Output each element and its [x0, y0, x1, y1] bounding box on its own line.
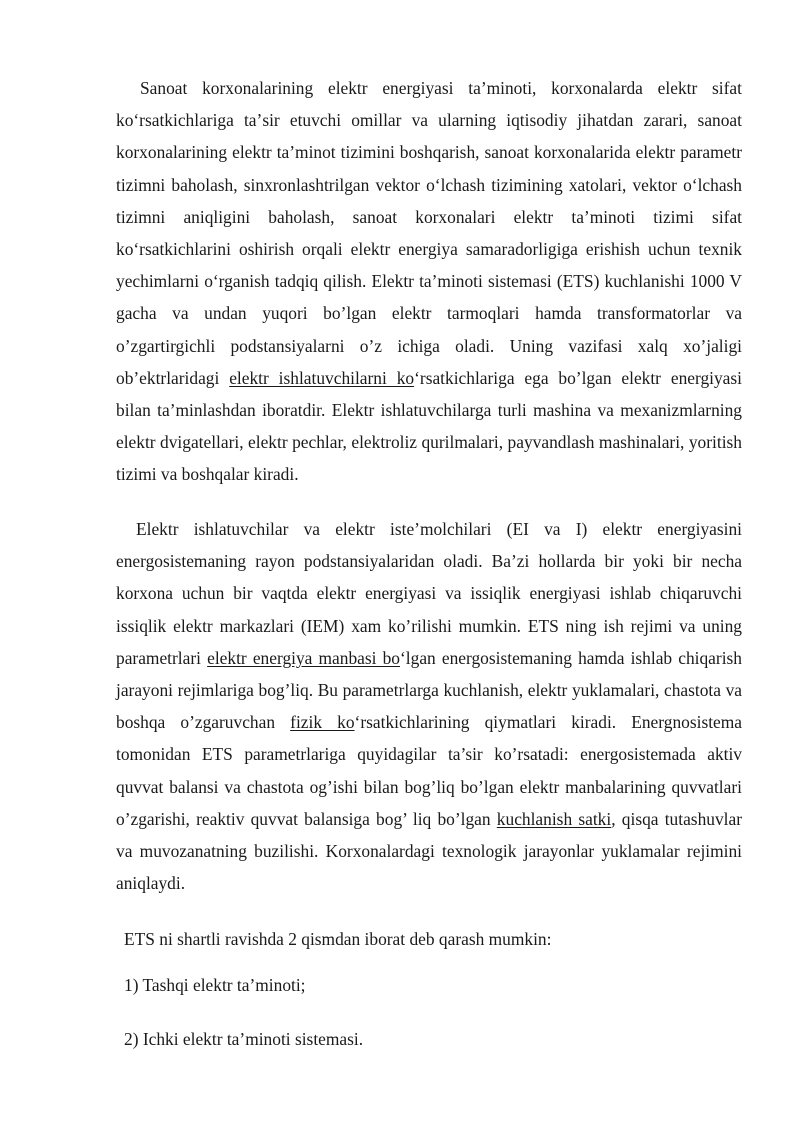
paragraph-2	[116, 513, 742, 899]
paragraph-2-link-1[interactable]: elektr energiya manbasi bo	[207, 647, 400, 668]
ets-parts-intro: ETS ni shartli ravishda 2 qismdan iborat deb qarash mumkin:	[124, 929, 552, 949]
list-item-internal-supply: 2) Ichki elektr ta’minoti sistemasi.	[124, 1029, 364, 1049]
paragraph-2-link-3[interactable]: kuchlanish satki	[496, 808, 612, 829]
paragraph-2-text-b: ʻlgan energosistemaning hamda ishlab chiqarish jarayoni rejimlariga bog’liq. Bu parametrlarga kuchlanish, elektr yuklamalari, chastota va boshqa o’zgaruvchan	[116, 647, 742, 733]
paragraph-1	[116, 72, 742, 491]
paragraph-1-link-1[interactable]: elektr ishlatuvchilarni ko	[229, 367, 415, 388]
list-item-external-supply: 1) Tashqi elektr ta’minoti;	[124, 975, 306, 995]
paragraph-2-text-d: , qisqa tutashuvlar va muvozanatning buzilishi. Korxonalardagi texnologik jarayonlar yuklamalar rejimini aniqlaydi.	[116, 808, 742, 894]
paragraph-2-link-2[interactable]: fizik ko	[290, 712, 355, 733]
paragraph-2-text-c: ʻrsatkichlarining qiymatlari kiradi. Energnosistema tomonidan ETS parametrlariga quyidagilar ta’sir ko’rsatadi: energosistemada aktiv quvvat balansi va chastota og’ishi bilan bog’liq bo’lgan elektr manbalarining quvvatlari o’zgarishi, reaktiv quvvat balansiga bog’ liq bo’lgan	[116, 712, 743, 829]
paragraph-1-text-b: ʻrsatkichlariga ega bo’lgan elektr energiyasi bilan taʼminlashdan iboratdir. Elektr ishlatuvchilarga turli mashina va mexanizmlarning elektr dvigatellari, elektr pechlar, elektroliz qurilmalari, payvandlash mashinalari, yoritish tizimi va boshqalar kiradi.	[116, 367, 742, 485]
paragraph-2-text-a: Elektr ishlatuvchilar va elektr iste’molchilari (EI va I) elektr energiyasini energosistemaning rayon podstansiyalaridan oladi. Ba’zi hollarda bir yoki bir necha korxona uchun bir vaqtda elektr energiyasi va issiqlik energiyasi ishlab chiqaruvchi issiqlik elektr markazlari (IEM) xam ko’rilishi mumkin. ETS ning ish rejimi va uning parametrlari	[116, 519, 742, 668]
paragraph-1-text-a: Sanoat korxonalarining elektr energiyasi taʼminoti, korxonalarda elektr sifat koʻrsatkichlariga taʼsir etuvchi omillar va ularning iqtisodiy jihatdan zarari, sanoat korxonalarining elektr taʼminot tizimini boshqarish, sanoat korxonalarida elektr parametr tizimni baholash, sinxronlashtrilgan vektor oʻlchash tizimining xatolari, vektor oʻlchash tizimni aniqligini baholash, sanoat korxonalari elektr taʼminoti tizimi sifat koʻrsatkichlarini oshirish orqali elektr energiya samaradorligiga erishish uchun texnik yechimlarni oʻrganish tadqiq qilish. Elektr taʼminoti sistemasi (ETS) kuchlanishi 1000 V gacha va undan yuqori bo’lgan elektr tarmoqlari hamda transformatorlar va o’zgartirgichli podstansiyalarni o’z ichiga oladi. Uning vazifasi xalq xo’jaligi ob’ektrlaridagi	[116, 78, 742, 388]
